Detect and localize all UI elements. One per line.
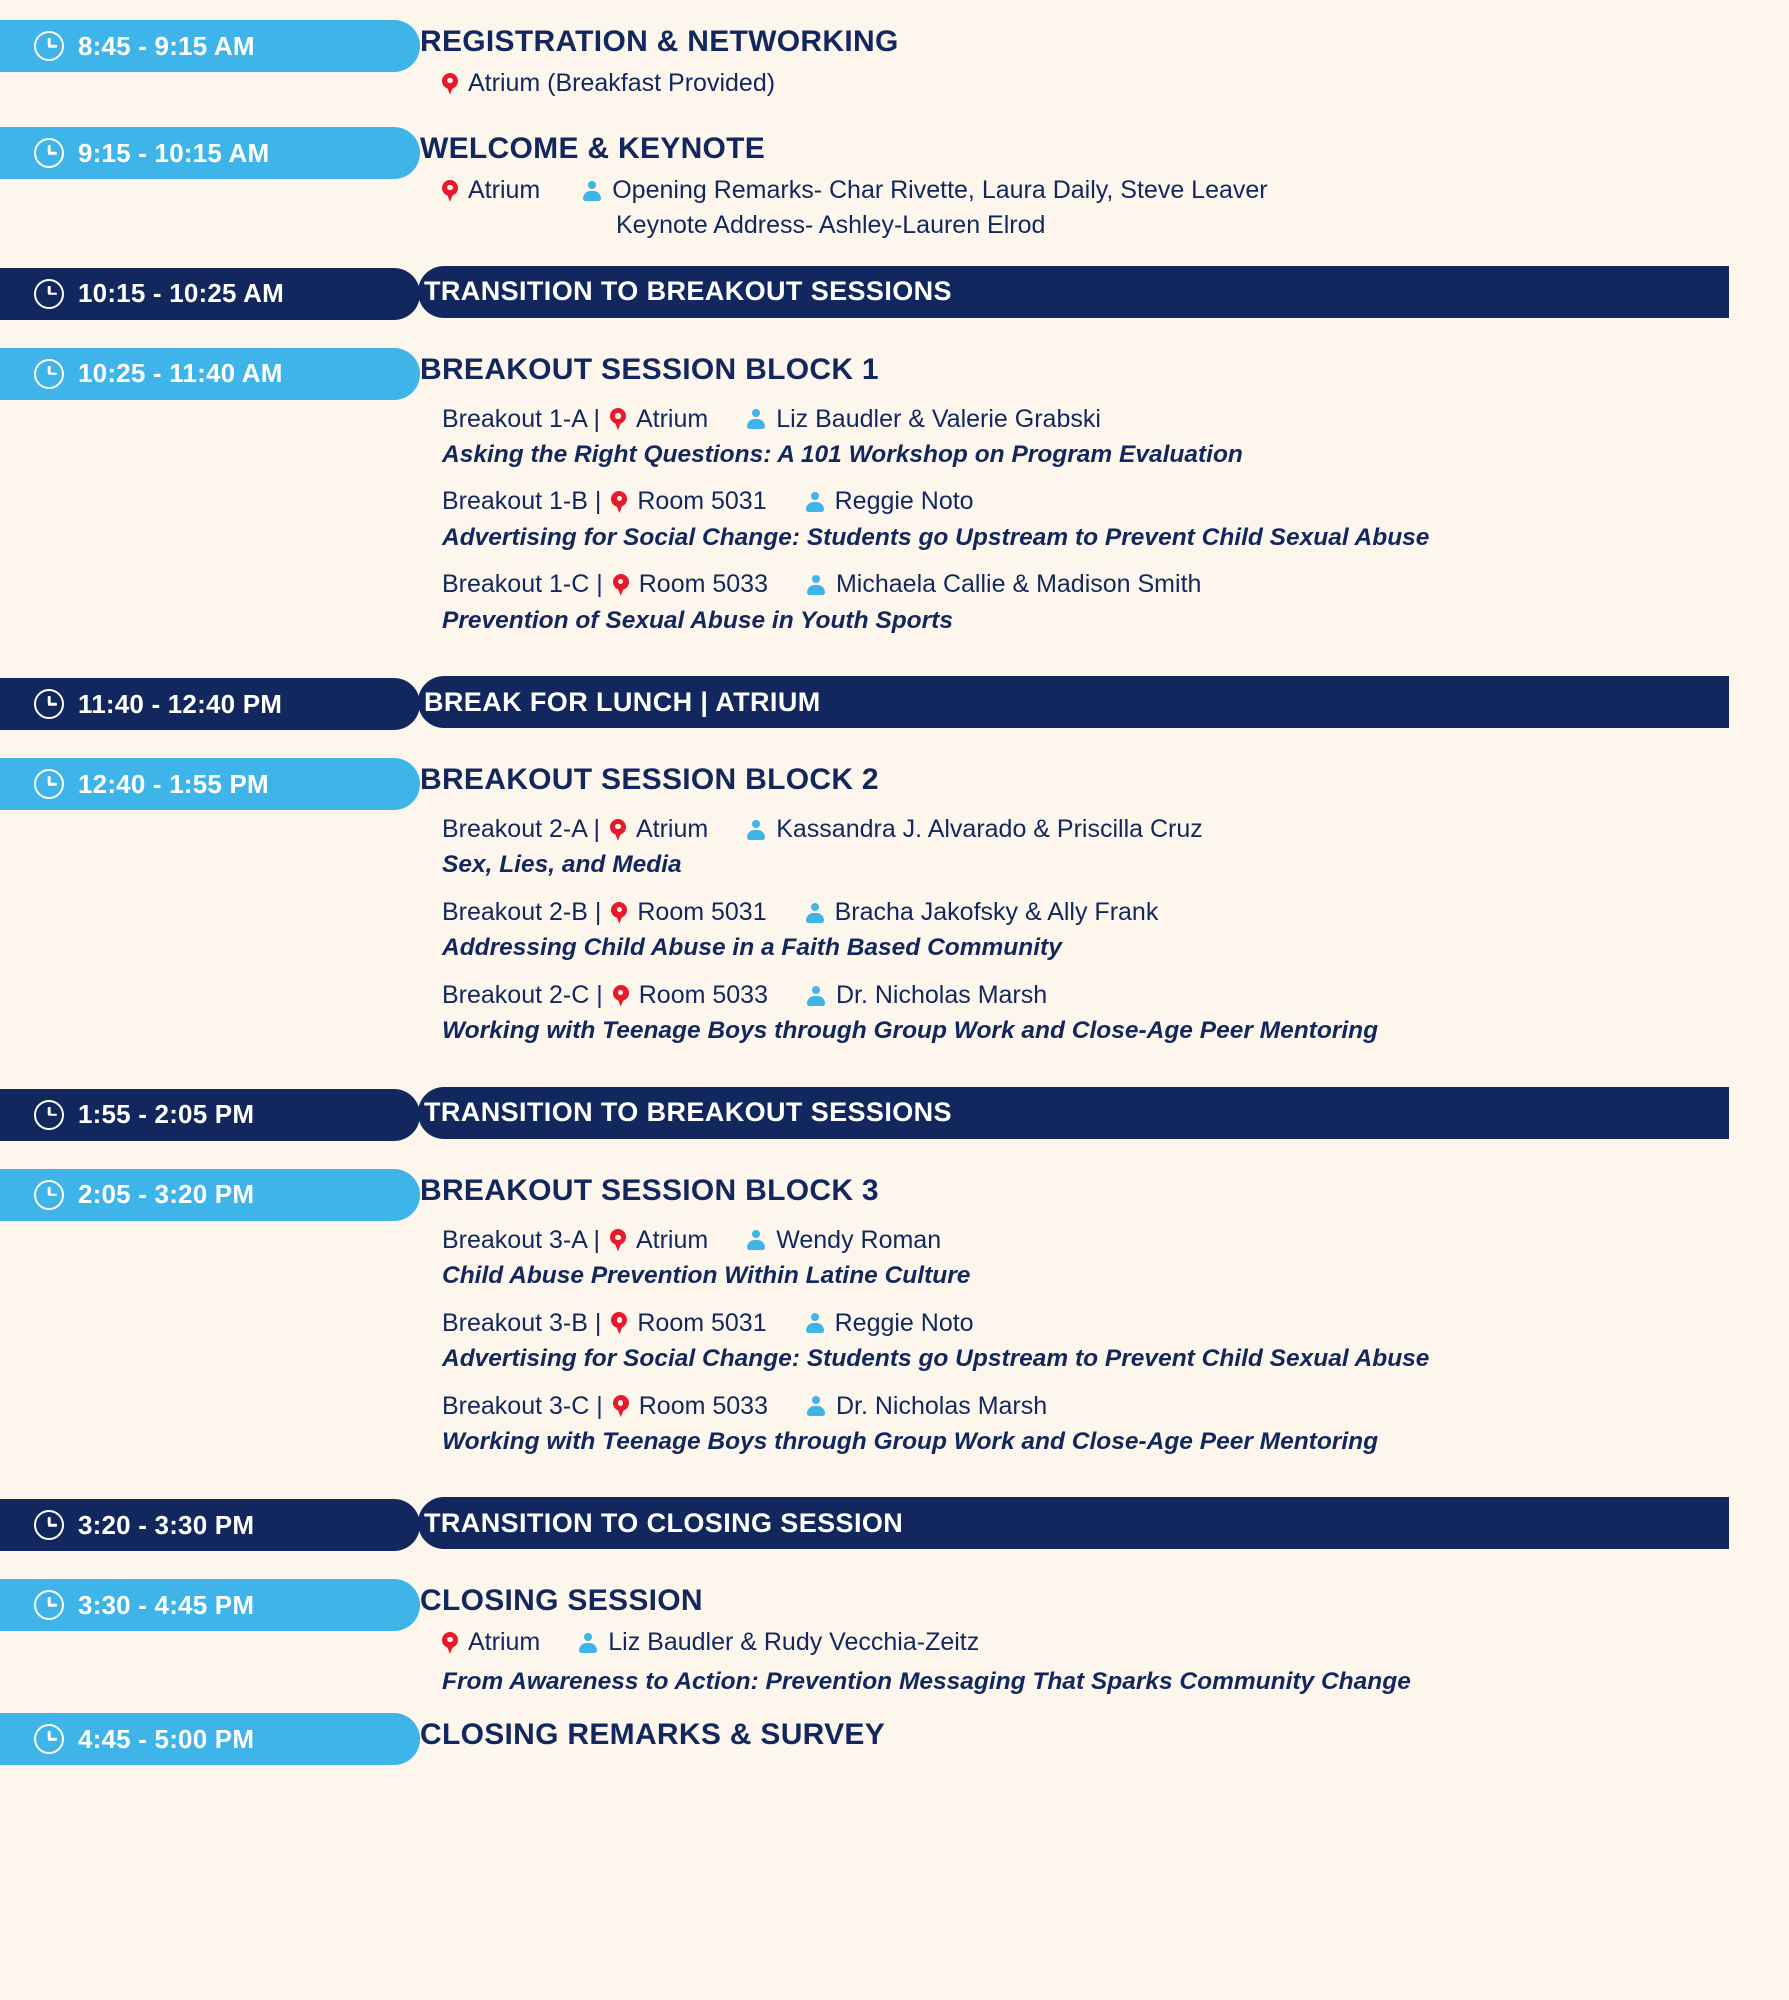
breakout-entry — [420, 814, 1729, 881]
breakout-label: Breakout 1-C | — [442, 570, 603, 599]
room-label: Atrium — [635, 404, 709, 433]
presenter-label: Kassandra J. Alvarado & Priscilla Cruz — [776, 815, 1203, 844]
room-label: Room 5033 — [638, 980, 768, 1009]
person-icon — [806, 985, 826, 1007]
time-label: 11:40 - 12:40 PM — [78, 688, 283, 719]
time-pill — [0, 348, 420, 400]
person-icon — [805, 491, 825, 513]
session-title: BREAKOUT SESSION BLOCK 3 — [420, 1173, 879, 1207]
breakout-header — [442, 569, 1729, 600]
session-content — [420, 18, 1789, 99]
breakout-label: Breakout 3-B | — [442, 1308, 602, 1337]
clock-icon — [34, 1510, 64, 1540]
session-title: CLOSING REMARKS & SURVEY — [420, 1718, 886, 1752]
time-pill — [0, 1169, 420, 1221]
schedule-row — [0, 676, 1789, 730]
time-label: 10:15 - 10:25 AM — [78, 278, 284, 308]
clock-icon — [34, 1100, 64, 1130]
room-label: Atrium — [635, 1225, 709, 1254]
time-pill — [0, 20, 420, 72]
time-column — [0, 266, 420, 320]
schedule-row — [0, 1711, 1789, 1765]
presenter-label: Michaela Callie & Madison Smith — [835, 570, 1202, 599]
location-pin-icon — [442, 179, 458, 203]
breakout-topic: Working with Teenage Boys through Group Work and Close-Age Peer Mentoring — [442, 1017, 1379, 1045]
banner-label: TRANSITION TO CLOSING SESSION — [424, 1507, 904, 1538]
session-content — [420, 1167, 1789, 1458]
time-column — [0, 676, 420, 730]
banner-label: TRANSITION TO BREAKOUT SESSIONS — [424, 276, 952, 306]
lunch-banner — [418, 676, 1729, 728]
time-pill — [0, 678, 420, 730]
room-label: Room 5031 — [637, 898, 767, 926]
time-pill — [0, 1089, 420, 1141]
location-pin-icon — [613, 984, 629, 1008]
schedule-row — [0, 1577, 1789, 1697]
breakout-label: Breakout 2-C | — [442, 980, 603, 1009]
keynote-line: Keynote Address- Ashley-Lauren Elrod — [616, 210, 1046, 239]
schedule-row — [0, 1087, 1789, 1141]
breakout-header — [442, 404, 1729, 435]
time-column — [0, 1087, 420, 1141]
time-label: 12:40 - 1:55 PM — [78, 768, 269, 799]
clock-icon — [34, 279, 64, 309]
breakout-topic: Sex, Lies, and Media — [442, 851, 682, 879]
clock-icon — [34, 359, 64, 389]
schedule-row — [0, 1497, 1789, 1551]
breakout-entry — [420, 486, 1729, 553]
clock-icon — [34, 689, 64, 719]
location-pin-icon — [610, 407, 626, 431]
breakout-header — [442, 897, 1729, 928]
breakout-topic: Addressing Child Abuse in a Faith Based Community — [442, 934, 1062, 962]
breakout-header — [442, 1225, 1729, 1256]
time-pill — [0, 1499, 420, 1551]
presenter-label: Wendy Roman — [776, 1225, 942, 1254]
time-column — [0, 346, 420, 400]
location-pin-icon — [611, 490, 627, 514]
time-pill — [0, 1713, 420, 1765]
time-column — [0, 1711, 420, 1765]
person-icon — [805, 902, 825, 924]
breakout-topic: Advertising for Social Change: Students go Upstream to Prevent Child Sexual Abuse — [442, 523, 1430, 551]
person-icon — [746, 408, 766, 430]
time-column — [0, 125, 420, 179]
breakout-label: Breakout 2-B | — [442, 898, 602, 926]
transition-banner — [418, 1087, 1729, 1139]
session-content — [420, 1577, 1789, 1697]
session-topic: From Awareness to Action: Prevention Messaging That Sparks Community Change — [442, 1667, 1411, 1695]
presenter-label: Opening Remarks- Char Rivette, Laura Daily, Steve Leaver — [612, 176, 1268, 205]
session-content — [420, 346, 1789, 637]
time-label: 10:25 - 11:40 AM — [78, 358, 283, 388]
time-pill — [0, 127, 420, 179]
time-label: 9:15 - 10:15 AM — [78, 137, 270, 168]
schedule-row — [0, 266, 1789, 320]
breakout-entry — [420, 404, 1729, 471]
clock-icon — [34, 138, 64, 168]
room-label: Room 5031 — [637, 487, 767, 516]
breakout-topic: Asking the Right Questions: A 101 Workshop on Program Evaluation — [442, 440, 1243, 468]
breakout-header — [442, 1308, 1729, 1339]
person-icon — [805, 1312, 825, 1334]
breakout-entry — [420, 980, 1729, 1047]
breakout-entry — [420, 569, 1729, 636]
session-location-line — [420, 1627, 1729, 1658]
time-label: 2:05 - 3:20 PM — [78, 1179, 255, 1210]
session-location-line — [420, 68, 1729, 99]
location-label: Atrium — [468, 176, 541, 205]
session-content — [420, 756, 1789, 1047]
person-icon — [806, 574, 826, 596]
breakout-label: Breakout 1-A | — [442, 404, 600, 433]
time-column — [0, 1497, 420, 1551]
presenter-label: Bracha Jakofsky & Ally Frank — [834, 898, 1159, 926]
room-label: Room 5031 — [637, 1308, 767, 1337]
time-column — [0, 1577, 420, 1631]
session-title: CLOSING SESSION — [420, 1584, 703, 1618]
presenter-label: Liz Baudler & Valerie Grabski — [776, 404, 1101, 433]
time-label: 8:45 - 9:15 AM — [78, 30, 255, 61]
time-pill — [0, 1579, 420, 1631]
schedule-row — [0, 125, 1789, 239]
session-content — [420, 1711, 1789, 1753]
location-pin-icon — [610, 1228, 626, 1252]
time-column — [0, 756, 420, 810]
time-label: 3:20 - 3:30 PM — [78, 1509, 255, 1540]
session-content — [420, 1497, 1789, 1549]
clock-icon — [34, 769, 64, 799]
session-title: BREAKOUT SESSION BLOCK 1 — [420, 352, 879, 386]
breakout-topic: Child Abuse Prevention Within Latine Culture — [442, 1262, 971, 1289]
presenter-label: Dr. Nicholas Marsh — [835, 980, 1048, 1009]
location-label: Atrium (Breakfast Provided) — [468, 69, 776, 97]
transition-banner — [418, 1497, 1729, 1549]
location-pin-icon — [611, 901, 627, 925]
schedule-row — [0, 1167, 1789, 1458]
person-icon — [746, 819, 766, 841]
room-label: Atrium — [635, 815, 709, 844]
time-pill — [0, 758, 420, 810]
schedule-row — [0, 756, 1789, 1047]
breakout-entry — [420, 1225, 1729, 1292]
presenter-label: Liz Baudler & Rudy Vecchia-Zeitz — [608, 1628, 980, 1657]
session-content — [420, 676, 1789, 728]
clock-icon — [34, 1590, 64, 1620]
location-pin-icon — [613, 1394, 629, 1418]
breakout-topic: Working with Teenage Boys through Group Work and Close-Age Peer Mentoring — [442, 1427, 1379, 1455]
room-label: Room 5033 — [638, 570, 768, 599]
location-pin-icon — [611, 1311, 627, 1335]
breakout-label: Breakout 2-A | — [442, 815, 600, 844]
time-label: 4:45 - 5:00 PM — [78, 1723, 255, 1754]
location-label: Atrium — [468, 1628, 541, 1657]
breakout-header — [442, 814, 1729, 845]
time-pill — [0, 268, 420, 320]
session-title: REGISTRATION & NETWORKING — [420, 25, 899, 58]
breakout-topic: Advertising for Social Change: Students go Upstream to Prevent Child Sexual Abuse — [442, 1344, 1430, 1372]
location-pin-icon — [442, 72, 458, 96]
clock-icon — [34, 1724, 64, 1754]
breakout-topic: Prevention of Sexual Abuse in Youth Sports — [442, 606, 953, 634]
presenter-label: Reggie Noto — [834, 487, 974, 516]
banner-label: BREAK FOR LUNCH | ATRIUM — [424, 686, 821, 717]
banner-label: TRANSITION TO BREAKOUT SESSIONS — [424, 1097, 952, 1128]
session-title: BREAKOUT SESSION BLOCK 2 — [420, 763, 879, 797]
person-icon — [582, 180, 602, 202]
breakout-header — [442, 486, 1729, 517]
time-column — [0, 1167, 420, 1221]
transition-banner — [418, 266, 1729, 318]
room-label: Room 5033 — [638, 1391, 768, 1420]
presenter-label: Dr. Nicholas Marsh — [835, 1391, 1048, 1420]
session-location-line — [420, 175, 1729, 206]
presenter-label: Reggie Noto — [834, 1308, 974, 1337]
schedule-row — [0, 346, 1789, 637]
person-icon — [746, 1229, 766, 1251]
schedule-row — [0, 18, 1789, 99]
breakout-entry — [420, 1391, 1729, 1458]
breakout-label: Breakout 3-A | — [442, 1225, 600, 1254]
breakout-label: Breakout 1-B | — [442, 487, 602, 516]
clock-icon — [34, 1180, 64, 1210]
breakout-entry — [420, 1308, 1729, 1375]
session-content — [420, 1087, 1789, 1139]
session-title: WELCOME & KEYNOTE — [420, 132, 766, 166]
session-content — [420, 266, 1789, 318]
breakout-header — [442, 1391, 1729, 1422]
person-icon — [806, 1395, 826, 1417]
person-icon — [578, 1632, 598, 1654]
breakout-entry — [420, 897, 1729, 964]
location-pin-icon — [610, 818, 626, 842]
time-label: 3:30 - 4:45 PM — [78, 1589, 255, 1620]
breakout-label: Breakout 3-C | — [442, 1391, 603, 1420]
clock-icon — [34, 31, 64, 61]
location-pin-icon — [613, 573, 629, 597]
session-content — [420, 125, 1789, 239]
time-column — [0, 18, 420, 72]
breakout-header — [442, 980, 1729, 1011]
time-label: 1:55 - 2:05 PM — [78, 1099, 255, 1130]
location-pin-icon — [442, 1631, 458, 1655]
